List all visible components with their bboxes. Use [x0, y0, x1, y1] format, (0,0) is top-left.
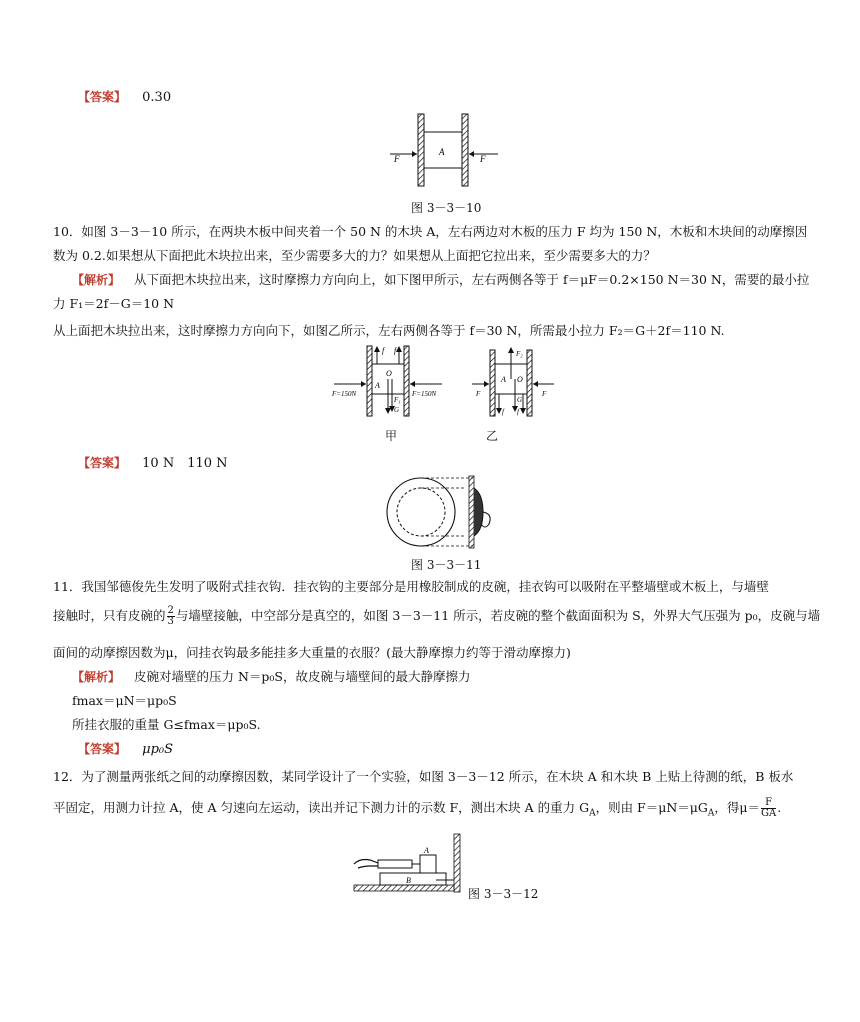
yi-label-O: O	[517, 375, 523, 384]
q12-line-1: 12．为了测量两张纸之间的动摩擦因数，某同学设计了一个实验，如图 3－3－12 所示，在木块 A 和木块 B 上贴上待测的纸，B 板水	[53, 769, 794, 784]
q11-analysis-line-1	[72, 668, 471, 686]
answer-block-11	[78, 740, 173, 757]
fraction-numerator: F	[761, 798, 776, 809]
jia-label-G: G	[394, 406, 400, 414]
jia-label-F-right: F=150N	[412, 390, 437, 398]
yi-label-A: A	[501, 375, 506, 384]
answer-value: 10 N 110 N	[142, 456, 228, 471]
fig10-label-F-right: F	[480, 154, 486, 164]
yi-label-G: G	[517, 396, 523, 404]
figure-3-3-12	[350, 830, 470, 896]
figure-yi-caption: 乙	[486, 429, 499, 443]
answer-value: 0.30	[142, 90, 172, 105]
figure-caption: 图 3－3－11	[411, 558, 482, 572]
subscript: A	[707, 808, 715, 819]
yi-label-f1: f	[502, 408, 504, 416]
fig12-label-A: A	[424, 846, 429, 855]
fig12-label-B: B	[406, 876, 411, 885]
fraction	[761, 798, 776, 819]
fraction-numerator: 2	[167, 605, 174, 616]
answer-label: 【答案】	[78, 456, 127, 470]
q11-line-2-a: 接触时，只有皮碗的	[53, 608, 166, 623]
q10-line-2: 数为 0.2.如果想从下面把此木块拉出来，至少需要多大的力？如果想从上面把它拉出来，至少需要多大的力？	[53, 248, 656, 263]
fig10-label-F-left: F	[394, 154, 400, 164]
answer-block-10	[78, 452, 228, 471]
answer-label: 【答案】	[78, 742, 127, 756]
yi-label-f2: f	[517, 408, 519, 416]
q10-analysis-line-1	[72, 271, 809, 289]
jia-label-F-left: F=150N	[332, 390, 357, 398]
q12-line-2	[53, 798, 781, 823]
q10-analysis-line-3: 从上面把木块拉出来，这时摩擦力方向向下，如图乙所示，左右两侧各等于 f＝30 N，所需最小拉力 F₂＝G＋2f＝110 N.	[53, 323, 725, 338]
yi-label-F2: F₂	[516, 350, 523, 358]
jia-label-A: A	[375, 381, 380, 390]
jia-label-O: O	[386, 369, 392, 378]
q12-line-2-c: ，得μ＝	[714, 800, 761, 815]
q11-analysis-text: 皮碗对墙壁的压力 N＝p₀S，故皮碗与墙壁间的最大静摩擦力	[134, 669, 471, 684]
q11-analysis-line-3: 所挂衣服的重量 G≤fmax＝μp₀S.	[72, 717, 261, 732]
q10-line-1: 10．如图 3－3－10 所示，在两块木板中间夹着一个 50 N 的木块 A，左右两边对木板的压力 F 均为 150 N，木板和木块间的动摩擦因	[53, 224, 808, 239]
fraction-denominator: 3	[167, 616, 174, 627]
figure-3-3-11	[385, 474, 525, 554]
subscript: A	[589, 808, 596, 819]
q11-line-2-b: 与墙壁接触，中空部分是真空的，如图 3－3－11 所示，若皮碗的整个截面面积为 S，外界大气压强为 p₀，皮碗与墙	[175, 608, 821, 623]
analysis-label: 【解析】	[72, 273, 121, 287]
answer-block-1	[78, 88, 171, 105]
q11-line-2	[53, 606, 820, 627]
yi-label-F-left: F	[476, 390, 481, 398]
jia-label-f2: f	[394, 346, 397, 355]
jia-label-f1: f	[382, 346, 385, 355]
q11-analysis-line-2: fmax＝μN＝μp₀S	[72, 693, 177, 708]
q12-line-2-b: ，则由 F＝μN＝μG	[595, 800, 708, 815]
fraction-denominator: GA	[761, 808, 777, 819]
figure-caption: 图 3－3－10	[411, 201, 482, 215]
q10-analysis-text: 从下面把木块拉出来，这时摩擦力方向向上，如下图甲所示，左右两侧各等于 f＝μF＝0.2×150 N＝30 N，需要的最小拉	[134, 272, 810, 287]
figure-jia	[332, 342, 452, 422]
answer-value: μp₀S	[142, 742, 174, 757]
analysis-label: 【解析】	[72, 670, 121, 684]
yi-label-F-right: F	[542, 390, 547, 398]
answer-label: 【答案】	[78, 90, 127, 104]
q11-line-3: 面间的动摩擦因数为μ，问挂衣钩最多能挂多大重量的衣服？(最大静摩擦力约等于滑动摩擦力)	[53, 645, 571, 660]
q11-line-1: 11．我国邹德俊先生发明了吸附式挂衣钩．挂衣钩的主要部分是用橡胶制成的皮碗，挂衣钩可以吸附在平整墙壁或木板上，与墙壁	[53, 579, 769, 594]
jia-label-F1: F₁	[394, 396, 401, 404]
q12-line-2-end: .	[777, 800, 782, 815]
q12-line-2-a: 平固定，用测力计拉 A，使 A 匀速向左运动，读出并记下测力计的示数 F，测出木块 A 的重力 G	[53, 800, 590, 815]
figure-3-3-10	[380, 110, 510, 190]
fraction	[167, 606, 175, 627]
figure-yi	[470, 342, 560, 422]
q10-analysis-line-2: 力 F₁＝2f－G＝10 N	[53, 296, 175, 311]
figure-caption: 图 3－3－12	[468, 887, 539, 901]
figure-jia-caption: 甲	[385, 429, 398, 443]
fig10-label-A: A	[439, 147, 445, 157]
